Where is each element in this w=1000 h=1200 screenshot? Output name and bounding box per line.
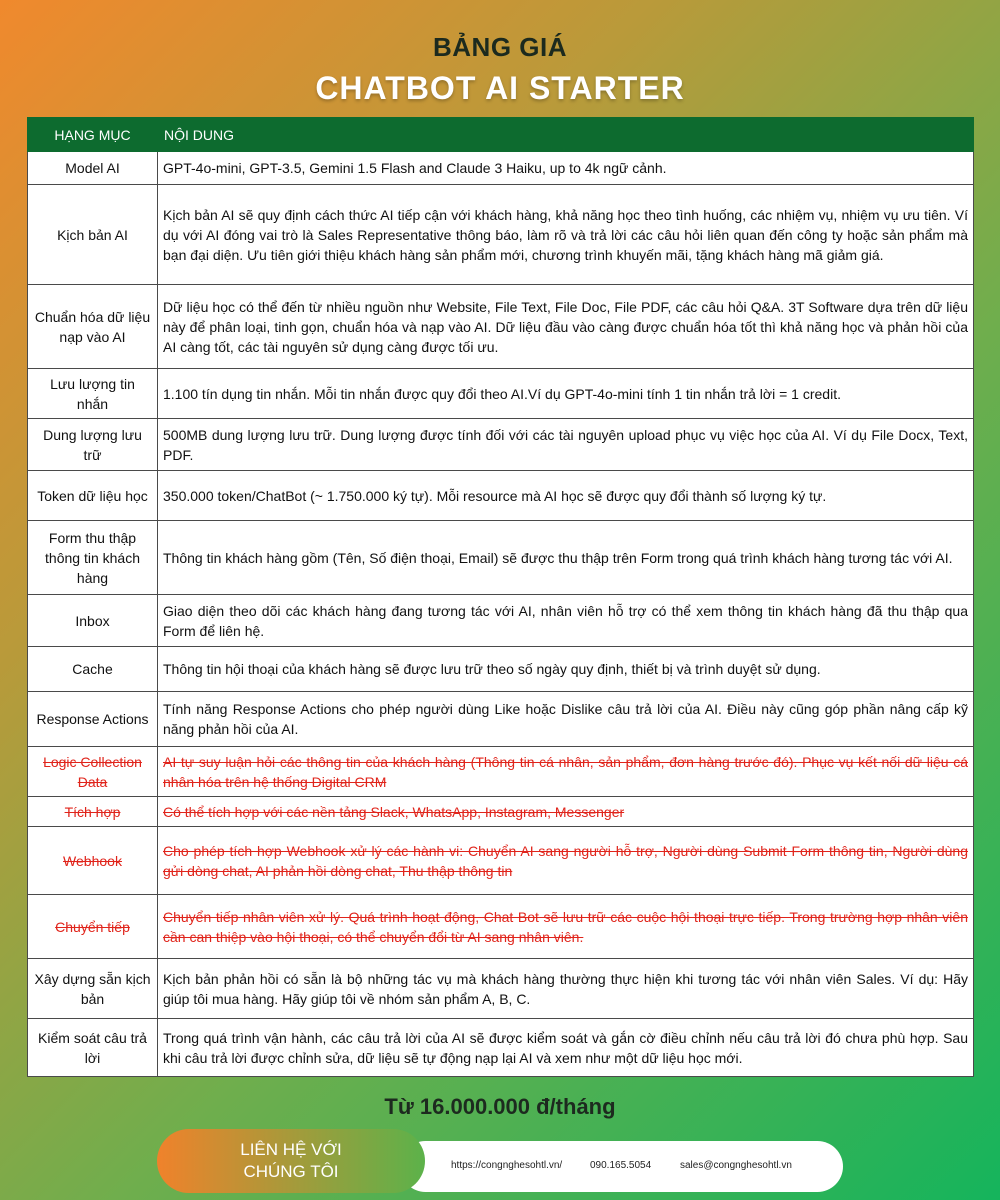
row-content: 350.000 token/ChatBot (~ 1.750.000 ký tự). Mỗi resource mà AI học sẽ được quy đổi thành số lượng ký tự. bbox=[158, 471, 974, 521]
pricing-table bbox=[27, 117, 974, 1077]
email-link[interactable]: sales@congnghesohtl.vn bbox=[680, 1160, 792, 1171]
table-row bbox=[28, 895, 974, 959]
row-category: Chuyển tiếp bbox=[28, 895, 158, 959]
row-content: Dữ liệu học có thể đến từ nhiều nguồn như Website, File Text, File Doc, File PDF, các câu hỏi Q&A. 3T Software dựa trên dữ liệu này để phân loại, tinh gọn, chuẩn hóa và nạp vào AI. Dữ liệu đầu vào càng được chuẩn hóa tốt thì khả năng học và phản hồi của AI càng tốt, các tài nguyên sử dụng càng được tối ưu. bbox=[158, 285, 974, 369]
row-content: Có thể tích hợp với các nền tảng Slack, WhatsApp, Instagram, Messenger bbox=[158, 797, 974, 827]
table-row bbox=[28, 595, 974, 647]
row-content: Thông tin hội thoại của khách hàng sẽ được lưu trữ theo số ngày quy định, thiết bị và trình duyệt sử dụng. bbox=[158, 647, 974, 692]
row-content: 1.100 tín dụng tin nhắn. Mỗi tin nhắn được quy đổi theo AI.Ví dụ GPT-4o-mini tính 1 tin nhắn trả lời = 1 credit. bbox=[158, 369, 974, 419]
price-text: Từ 16.000.000 đ/tháng bbox=[384, 1094, 616, 1119]
row-category: Form thu thập thông tin khách hàng bbox=[28, 521, 158, 595]
row-category: Cache bbox=[28, 647, 158, 692]
row-category: Webhook bbox=[28, 827, 158, 895]
row-category: Inbox bbox=[28, 595, 158, 647]
row-category: Dung lượng lưu trữ bbox=[28, 419, 158, 471]
contact-us-button[interactable] bbox=[157, 1129, 425, 1193]
row-category: Lưu lượng tin nhắn bbox=[28, 369, 158, 419]
contact-button-line1: LIÊN HỆ VỚI bbox=[240, 1140, 342, 1159]
page-title-line2: CHATBOT AI STARTER bbox=[315, 70, 685, 106]
table-row bbox=[28, 959, 974, 1019]
table-header-row bbox=[28, 118, 974, 152]
row-category: Response Actions bbox=[28, 692, 158, 747]
table-row bbox=[28, 521, 974, 595]
table-row bbox=[28, 471, 974, 521]
table-row bbox=[28, 1019, 974, 1077]
table-row bbox=[28, 647, 974, 692]
table-row bbox=[28, 747, 974, 797]
row-category: Chuẩn hóa dữ liệu nạp vào AI bbox=[28, 285, 158, 369]
header-content: NỘI DUNG bbox=[158, 118, 974, 152]
row-content: Tính năng Response Actions cho phép người dùng Like hoặc Dislike câu trả lời của AI. Điều này cũng góp phần nâng cấp kỹ năng phản hồi của AI. bbox=[158, 692, 974, 747]
row-content: GPT-4o-mini, GPT-3.5, Gemini 1.5 Flash and Claude 3 Haiku, up to 4k ngữ cảnh. bbox=[158, 152, 974, 185]
header-category: HẠNG MỤC bbox=[28, 118, 158, 152]
row-category: Kịch bản AI bbox=[28, 185, 158, 285]
row-content: Trong quá trình vận hành, các câu trả lời của AI sẽ được kiểm soát và gắn cờ điều chỉnh nếu câu trả lời đó chưa phù hợp. Sau khi câu trả lời được chỉnh sửa, dữ liệu sẽ tự động nạp lại AI và xem như một dữ liệu học mới. bbox=[158, 1019, 974, 1077]
table-row bbox=[28, 185, 974, 285]
table-row bbox=[28, 827, 974, 895]
row-content: Giao diện theo dõi các khách hàng đang tương tác với AI, nhân viên hỗ trợ có thể xem thông tin khách hàng đã thu thập qua Form để liên hệ. bbox=[158, 595, 974, 647]
table-row bbox=[28, 797, 974, 827]
row-category: Token dữ liệu học bbox=[28, 471, 158, 521]
table-row bbox=[28, 285, 974, 369]
row-category: Model AI bbox=[28, 152, 158, 185]
row-category: Xây dựng sẵn kịch bản bbox=[28, 959, 158, 1019]
row-content: Kịch bản AI sẽ quy định cách thức AI tiếp cận với khách hàng, khả năng học theo tình huống, các nhiệm vụ, nhiệm vụ ưu tiên. Ví dụ với AI đóng vai trò là Sales Representative thông báo, làm rõ và trả lời các câu hỏi liên quan đến công ty hoặc sản phẩm mà bạn đại diện. Ưu tiên giới thiệu khách hàng sản phẩm mới, chương trình khuyến mãi, tặng khách hàng mã giảm giá. bbox=[158, 185, 974, 285]
row-content: Kịch bản phản hồi có sẵn là bộ những tác vụ mà khách hàng thường thực hiện khi tương tác với nhân viên Sales. Ví dụ: Hãy giúp tôi mua hàng. Hãy giúp tôi về nhóm sản phẩm A, B, C. bbox=[158, 959, 974, 1019]
table-body bbox=[28, 152, 974, 1077]
row-category: Logic Collection Data bbox=[28, 747, 158, 797]
row-content: Thông tin khách hàng gồm (Tên, Số điện thoại, Email) sẽ được thu thập trên Form trong quá trình khách hàng tương tác với AI. bbox=[158, 521, 974, 595]
row-category: Kiểm soát câu trả lời bbox=[28, 1019, 158, 1077]
row-content: Cho phép tích hợp Webhook xử lý các hành vi: Chuyển AI sang người hỗ trợ, Người dùng Submit Form thông tin, Người dùng gửi dòng chat, AI phản hồi dòng chat, Thu thập thông tin bbox=[158, 827, 974, 895]
row-category: Tích hợp bbox=[28, 797, 158, 827]
row-content: AI tự suy luận hỏi các thông tin của khách hàng (Thông tin cá nhân, sản phẩm, đơn hàng trước đó). Phục vụ kết nối dữ liệu cá nhân hóa trên hệ thống Digital CRM bbox=[158, 747, 974, 797]
table-row bbox=[28, 692, 974, 747]
website-link[interactable]: https://congnghesohtl.vn/ bbox=[451, 1160, 563, 1171]
table-row bbox=[28, 369, 974, 419]
row-content: Chuyển tiếp nhân viên xử lý. Quá trình hoạt động, Chat Bot sẽ lưu trữ các cuộc hội thoại trực tiếp. Trong trường hợp nhân viên cần can thiệp vào hội thoại, có thể chuyển đổi từ AI sang nhân viên. bbox=[158, 895, 974, 959]
contact-button-line2: CHÚNG TÔI bbox=[243, 1162, 339, 1181]
table-row bbox=[28, 152, 974, 185]
page-title-line1: BẢNG GIÁ bbox=[433, 32, 567, 62]
row-content: 500MB dung lượng lưu trữ. Dung lượng được tính đối với các tài nguyên upload phục vụ việc học của AI. Ví dụ File Docx, Text, PDF. bbox=[158, 419, 974, 471]
phone-number[interactable]: 090.165.5054 bbox=[590, 1160, 652, 1171]
table-row bbox=[28, 419, 974, 471]
